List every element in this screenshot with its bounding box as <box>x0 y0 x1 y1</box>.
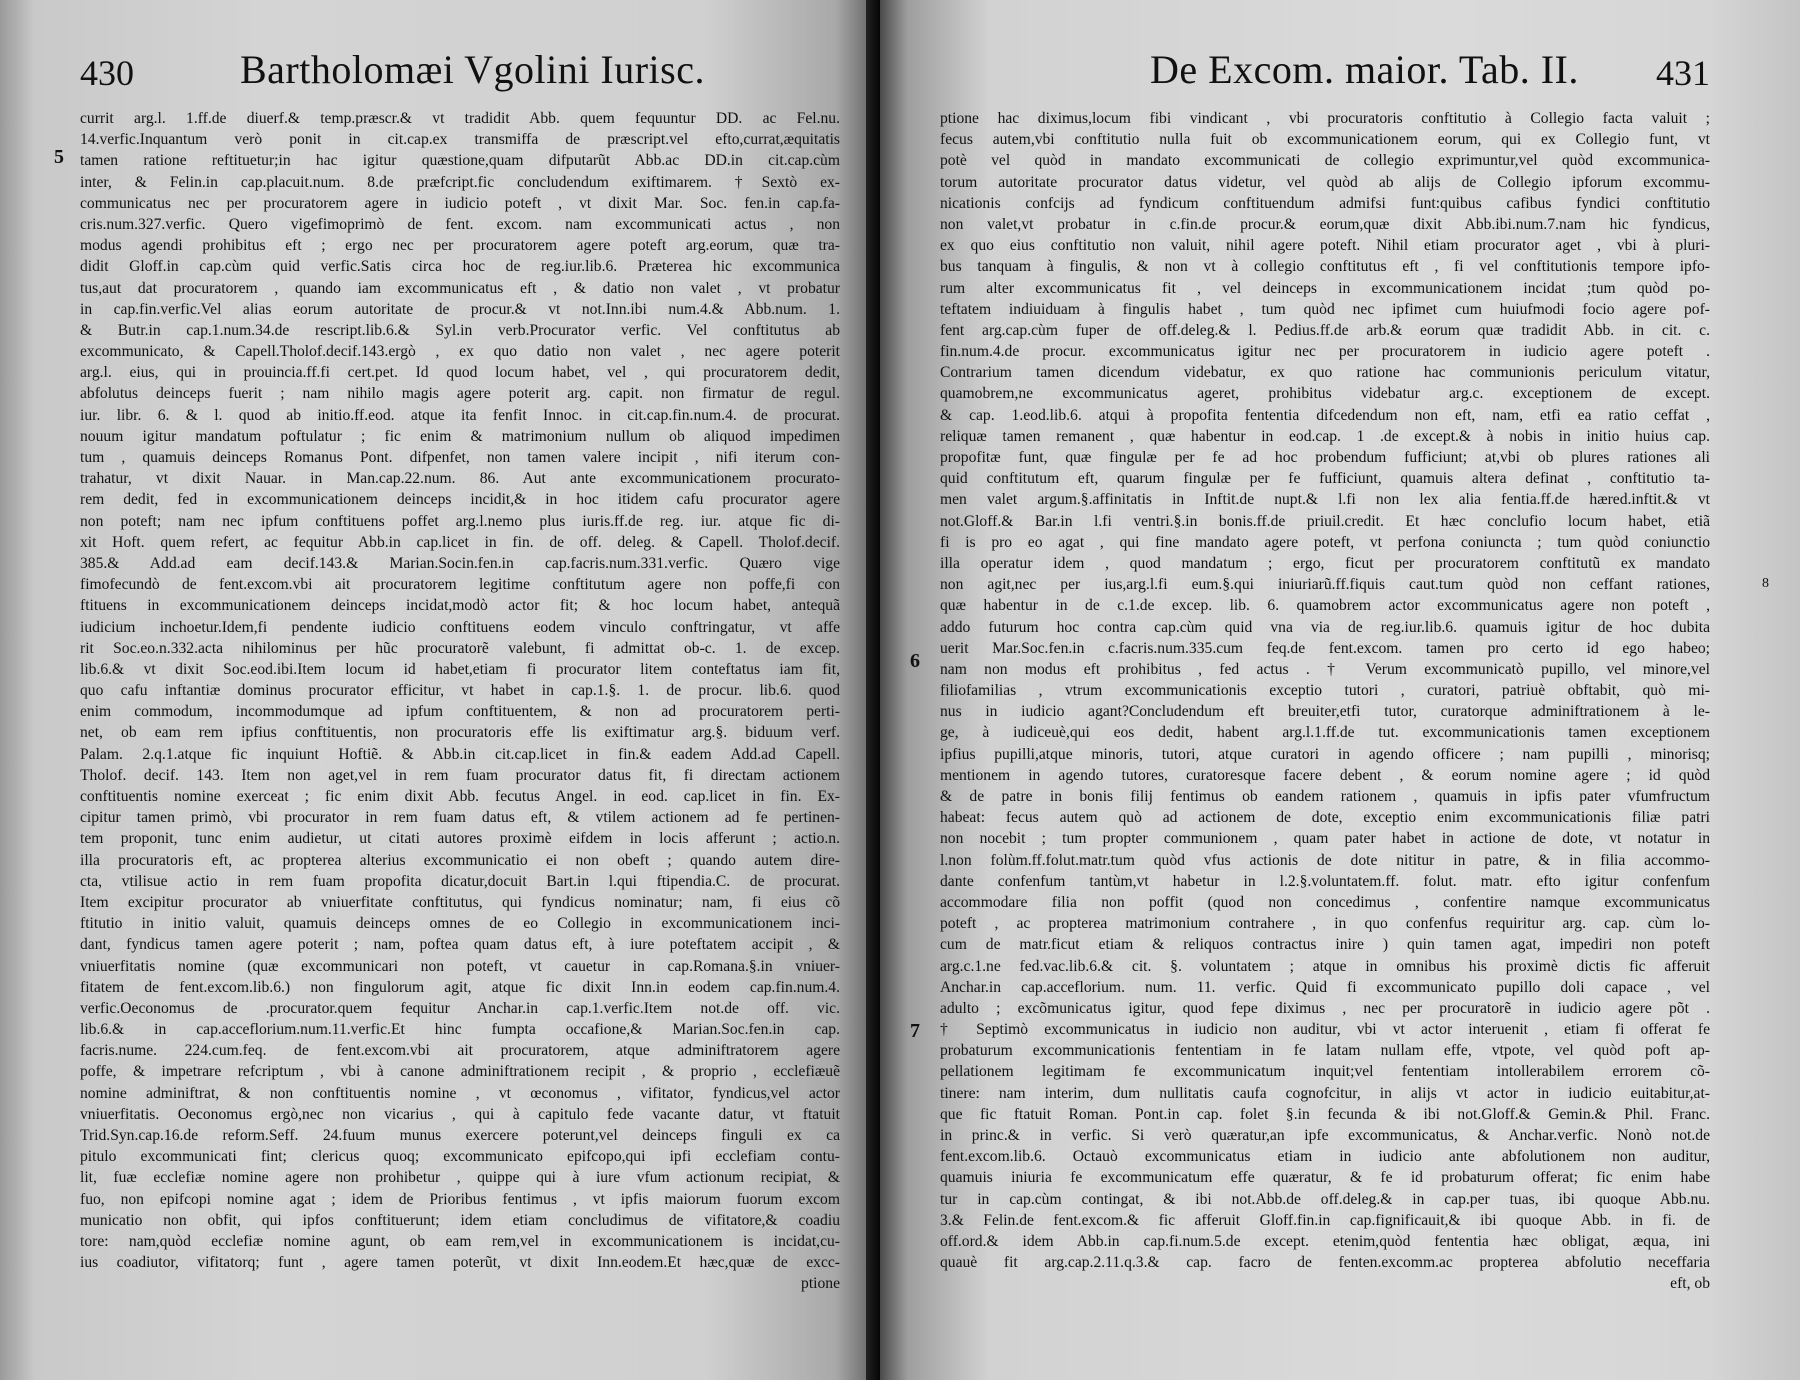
left-text-line: in cap.fin.verfic.Vel alias eorum autoritate de procur.& vt not.Inn.ibi num.4.& Abb.num. 1. <box>80 300 840 318</box>
right-text-line: fin.num.4.de procur. excommunicatus igitur nec per procuratorem in iudicio agere poteft . <box>940 343 1710 361</box>
right-text-line: quamuis iniuria fe excommunicatum effe quæratur, & fe id probaturum offerat; fic enim habe <box>940 1169 1710 1187</box>
left-text-line: communicatus nec per procuratorem agere in iudicio poteft , vt dixit Mar. Soc. fen.in cap.fa- <box>80 194 840 212</box>
right-text-line: arg.c.1.ne fed.vac.lib.6.& cit. §. voluntatem ; atque in omnibus his proximè dictis fic afferuit <box>940 957 1710 975</box>
left-text-line: abfolutus deinceps fuerit ; nam nihilo magis agere poterit arg. capit. non firmatur de regul. <box>80 385 840 403</box>
right-text-line: tur in cap.cùm contingat, & ibi not.Abb.de off.deleg.& in cap.per tuas, ibi quoque Abb.nu. <box>940 1190 1710 1208</box>
right-text-line: poteft , ac propterea matrimonium contrahere , in quo confenfus requiritur arg. cap. cùm lo- <box>940 915 1710 933</box>
left-text-line: modus agendi prohibitus eft ; ergo nec per procuratorem agere poteft arg.eorum, quæ tra- <box>80 237 840 255</box>
left-text-line: vniuerfitatis. Oeconomus ergò,nec non vicarius , qui à capitulo fede vacante datur, vt ftatuit <box>80 1105 840 1123</box>
left-text-line: nomine adminiftrat, & non conftituentis nomine , vt œconomus , vifitator, fyndicus,vel actor <box>80 1084 840 1102</box>
left-text-line: Trid.Syn.cap.16.de reform.Seff. 24.fuum munus exercere poterunt,vel deinceps finguli ex ca <box>80 1127 840 1144</box>
right-margin-number-8: 8 <box>1762 576 1769 591</box>
left-text-line: fitatem de fent.excom.lib.6.) non fingulorum agit, atque fic dixit Inn.in eodem cap.fin.num.4. <box>80 978 840 996</box>
right-text-line: dante confenfum tantùm,vt habetur in l.2.§.voluntatem.ff. folut. matr. efto igitur confenfum <box>940 872 1710 890</box>
right-text-line: filiofamilias , vtrum excommunicationis exceptio tutori , curatori, patriuè obftabit, quò mi- <box>940 682 1710 700</box>
left-folio: 430 <box>80 53 134 93</box>
right-text-line: nicationis confcijs ad fyndicum conftituendum admifsi funt:quibus cafibus fyndici conftitutio <box>940 194 1710 212</box>
left-text-line: & Butr.in cap.1.num.34.de rescript.lib.6.& Syl.in verb.Procurator verfic. Vel conftitutus ab <box>80 321 840 339</box>
right-text-line: adulto ; excõmunicatus igitur, quod fepe diximus , nec per procuratorẽ in iudicio agere põt . <box>940 999 1710 1017</box>
left-text-line: tus,aut dat procuratorem , quando iam excommunicatus eft , & datio non valet , vt probatur <box>80 279 840 297</box>
left-text-line: 385.& Add.ad eam decif.143.& Marian.Socin.fen.in cap.facris.num.331.verfic. Quæro vige <box>80 554 840 572</box>
right-text-line: ptione hac diximus,locum fibi vindicant , vbi procuratoris conftitutio à Collegio facta valuit ; <box>940 110 1710 127</box>
right-text-line: torum autoritate procurator datus videtur, vel quòd ab alijs de Collegio ipforum excommu- <box>940 173 1710 191</box>
left-text-line: ius coadiutor, vifitatorq; funt , agere tamen poterũt, vt dixit Inn.eodem.Et hæc,quæ de excc- <box>80 1254 840 1272</box>
left-text-line: pitulo excommunicati fint; clericus quoq; excommunicato epifcopo,qui ipfi ecclefiam contu- <box>80 1148 840 1166</box>
left-text-line: Tholof. decif. 143. Item non aget,vel in rem fuam procurator datus fit, fi directam actionem <box>80 766 840 784</box>
right-text-line: bus tanquam à fingulis, & non vt à collegio conftitutus eft , fi vel conftitutionis tempore ipfo- <box>940 258 1710 276</box>
left-text-line: Item excipitur procurator ab vniuerfitate conftitutus, qui fyndicus nominatur; nam, fi eius cõ <box>80 893 840 911</box>
left-text-line: Palam. 2.q.1.atque fic inquiunt Hoftiẽ. & Abb.in cit.cap.licet in fin.& eadem Add.ad Capell. <box>80 745 840 763</box>
right-text-line: ex quo eius conftitutio non valuit, nihil agere poteft. Nihil etiam procurator aget , vbi à pluri- <box>940 237 1710 255</box>
left-text-line: xit Hoft. quem refert, ac fequitur Abb.in cap.licet in fin. de off. deleg. & Capell. Tholof.decif. <box>80 533 840 551</box>
left-text-line: net, ob eam rem ipfius conftituentis, non procuratoris effe lis exiftimatur arg.§. biduum verf. <box>80 724 840 742</box>
right-text-line: fent arg.cap.cùm fuper de off.deleg.& l. Pedius.ff.de arb.& eorum quæ tradidit Abb. in cit. c. <box>940 321 1710 339</box>
right-text-line: non nocebit ; tum propter communionem , quam pater habet in actione de dote, vt notatur in <box>940 830 1710 848</box>
left-text-line: quo cafu inftantiæ dominus procurator efficitur, vt habet in cap.1.§. 1. de procur. lib.6. quod <box>80 682 840 700</box>
left-text-line: cipitur tamen primò, vbi procurator in rem fuam datus eft, & vtilem actionem ad fe pertinen- <box>80 809 840 827</box>
right-text-line: & cap. 1.eod.lib.6. atqui à propofita fententia difcedendum non eft, nam, etfi ea ratio ceffat , <box>940 406 1710 424</box>
right-text-line: in princ.& in verfic. Si verò quæratur,an ipfe excommunicatus, & Anchar.verfic. Nonò not.de <box>940 1127 1710 1144</box>
right-running-head: De Excom. maior. Tab. II. <box>1150 47 1579 92</box>
left-text-line: nouum igitur mandatum poftulatur ; fic enim & matrimonium nullum ob aliquod impedimen <box>80 427 840 445</box>
right-text-line: illa operatur idem , quod mandatum ; ergo, ficut per procuratorem conftitutũ ex mandato <box>940 554 1710 572</box>
left-text-line: vniuerfitatis nomine (quæ excommunicari non poteft, vt cauetur in cap.Romana.§.in vniuer- <box>80 957 840 975</box>
left-text-line: illa procuratoris eft, ac propterea alterius excommunicatio ei non obeft ; quando autem dire- <box>80 851 840 869</box>
right-text-line: quamobrem,ne excommunicatus ageret, prohibitus videbatur arg.c. exceptionem de except. <box>940 385 1710 403</box>
left-text-line: lib.6.& vt dixit Soc.eod.ibi.Item locum id habet,etiam fi procurator litem conteftatus iam fit, <box>80 660 840 678</box>
left-text-line: tamen ratione reftituetur;in hac igitur quæstione,quam difputarũt Abb.ac DD.in cit.cap.cùm <box>80 152 840 170</box>
right-text-line: men valet argum.§.affinitatis in Inftit.de nupt.& l.fi non lex alia fentia.ff.de hæred.inftit.& vt <box>940 491 1710 509</box>
left-text-line: facris.nume. 224.cum.feq. de fent.excom.vbi ait procuratorem, atque adminiftratorem agere <box>80 1042 840 1060</box>
right-text-line: mentionem in agendo tutores, curatoresque facere debent , & eorum nomine agere ; id quòd <box>940 766 1710 784</box>
left-text-line: iudicium inchoetur.Idem,fi pendente iudicio conftituens eodem vinculo conftringatur, vt affe <box>80 618 840 636</box>
right-text-line: habeat: fecus autem quò ad actionem de dote, exceptio enim excommunicationis filiæ patri <box>940 809 1710 827</box>
right-text-line: ge, à iudiceuè,qui eos dedit, habent arg.l.1.ff.de tut. excommunicationis tamen exceptionem <box>940 724 1710 742</box>
right-text-line: accommodare filia non poffit (quod non concedimus , confentire namque excommunicatus <box>940 893 1710 911</box>
left-text-line: tore: nam,quòd ecclefiæ nomine agunt, ob eam rem,vel in excommunicationem is incidat,cu- <box>80 1232 840 1250</box>
right-margin-number-7: 7 <box>910 1020 920 1042</box>
right-text-line: quæ habentur in de c.1.de excep. lib. 6. quamobrem actor excommunicatus agere non poteft , <box>940 597 1710 615</box>
left-catchword: ptione <box>801 1275 840 1293</box>
right-text-line: teftatem indiuiduam à fingulis habet , tum quòd nec ipfimet cum huiufmodi focio agere pof- <box>940 300 1710 318</box>
right-margin-number-6: 6 <box>910 650 920 672</box>
right-text-line: probaturum excommunicationis fententiam in fe latam nullam effe, vtpote, vel quòd poft ap- <box>940 1042 1710 1060</box>
right-text-line: nus in iudicio agant?Concludendum eft breuiter,etfi tutor, curatorque adminiftrationem à le- <box>940 703 1710 721</box>
left-text-line: tum , quamuis deinceps Romanus Pont. difpenfet, non tamen valere incipit , nifi iterum con- <box>80 449 840 466</box>
right-text-line: potè vel quòd in mandato excommunicati de collegio exprimuntur,vel quòd excommunica- <box>940 152 1710 170</box>
left-text-line: currit arg.l. 1.ff.de diuerf.& temp.præscr.& vt tradidit Abb. quem fequuntur DD. ac Fel.nu. <box>80 110 840 127</box>
right-text-line: Contrarium tamen dicendum videbatur, ex quo ratione hac communionis periculum vitatur, <box>940 364 1710 382</box>
right-text-line: rum alter excommunicatus fit , vel deinceps in excommunicationem incidat ;tum quòd po- <box>940 279 1710 297</box>
left-text-line: verfic.Oeconomus de .procurator.quem fequitur Anchar.in cap.1.verfic.Item not.de off. vic. <box>80 999 840 1017</box>
left-page <box>0 0 880 1380</box>
left-text-line: arg.l. eius, qui in prouincia.ff.fi cert.pet. Id quod locum habet, vel , qui procuratorem dedit, <box>80 364 840 382</box>
right-text-line: cum de matr.ficut etiam & reliquos contractus inire ) quin tamen agat, impediri non poteft <box>940 936 1710 954</box>
left-text-line: conftituentis nomine exerceat ; fic enim dixit Abb. fecutus Angel. in eod. cap.licet in fin. Ex- <box>80 788 840 805</box>
right-text-line: & de patre in bonis filij fentimus ob eandem rationem , quamuis in ipfis pater vfumfructum <box>940 788 1710 805</box>
left-text-line: iur. libr. 6. & l. quod ab initio.ff.eod. atque ita fenfit Innoc. in cit.cap.fin.num.4. de procurat. <box>80 406 840 424</box>
right-text-line: l.non folùm.ff.folut.matr.tum quòd vfus actionis de dote nititur in patre, & in filia accommo- <box>940 851 1710 869</box>
right-text-line: reliquæ tamen remanent , quæ habentur in eod.cap. 1 .de except.& à nobis in initio huius cap. <box>940 427 1710 445</box>
left-text-line: dant, fyndicus tamen agere poterit ; nam, poftea quam datus eft, à iure poteftatem accipit , & <box>80 936 840 954</box>
right-text-line: non valet,vt probatur in c.fin.de procur.& eorum,quæ dixit Abb.ibi.num.7.nam hic fyndicus, <box>940 215 1710 233</box>
right-text-line: 3.& Felin.de fent.excom.& fic afferuit Gloff.fin.in cap.fignificauit,& ibi quoque Abb. in fi. de <box>940 1211 1710 1229</box>
left-text-line: cris.num.327.verfic. Quero vigefimoprimò de fent. excom. nam excommunicati actus , non <box>80 215 840 233</box>
left-text-line: ftituens in excommunicationem deinceps incidat,modò actor fit; & hoc locum habet, antequã <box>80 597 840 615</box>
left-text-line: 14.verfic.Inquantum verò ponit in cit.cap.ex transmiffa de præscript.vel efto,currat,æquitatis <box>80 131 840 149</box>
right-catchword: eft, ob <box>1670 1275 1710 1293</box>
left-text-line: fuo, non epifcopi nomine agat ; idem de Prioribus fentimus , vt ipfis maiorum fuorum excom <box>80 1190 840 1208</box>
right-text-line: fent.excom.lib.6. Octauò excommunicatus etiam in iudicio ante abfolutionem non auditur, <box>940 1148 1710 1166</box>
right-text-line: off.ord.& idem Abb.in cap.fi.num.5.de except. etenim,quòd fententia hæc obligat, æqua, ini <box>940 1232 1710 1250</box>
right-text-line: addo futurum hoc contra cap.cùm quid vna via de reg.iur.lib.6. quamuis igitur de hoc dubita <box>940 618 1710 636</box>
left-text-line: trahatur, vt dixit Nauar. in Man.cap.22.num. 86. Aut ante excommunicationem procurato- <box>80 470 840 488</box>
left-text-line: non poteft; nam nec ipfum conftituens poffet arg.l.nemo plus iuris.ff.de reg. iur. atque fic di- <box>80 512 840 530</box>
left-header <box>80 47 840 108</box>
right-page <box>880 0 1800 1380</box>
right-text-line: quauè fit arg.cap.2.11.q.3.& cap. facro de fenten.excomm.ac propterea abfolutio neceffaria <box>940 1254 1710 1272</box>
left-margin-number: 5 <box>54 146 64 168</box>
left-text-line: inter, & Felin.in cap.placuit.num. 8.de præfcript.fic concludendum exiftimarem. †Sextò ex- <box>80 173 840 191</box>
left-text-line: excommunicato, & Capell.Tholof.decif.143.ergò , ex quo datio non valet , nec agere poterit <box>80 343 840 361</box>
right-text-line: pellationem legitimam fe excommunicatum inquit;vel fententiam intollerabilem errorem cõ- <box>940 1063 1710 1081</box>
right-text-line: uerit Mar.Soc.fen.in c.facris.num.335.cum feq.de fent.excom. tamen pro certo id ego habeo; <box>940 639 1710 657</box>
left-text-line: tem proponit, tunc enim audietur, ut citati autores proximè eifdem in locis afferunt ; actio.n. <box>80 830 840 848</box>
left-text-line: rem dedit, fed in excommunicationem deinceps incidit,& in hoc itidem cafu procurator agere <box>80 491 840 509</box>
right-text-line: † Septimò excommunicatus in iudicio non auditur, vbi vt actor interuenit , etiam fi offerat fe <box>940 1021 1710 1039</box>
left-text-line: ftitutio in initio valuit, quamuis deinceps omnes de eo Collegio in excommunicationem inci- <box>80 915 840 933</box>
left-text-line: rit Soc.eo.n.332.acta nihilominus per hũc procuratorẽ valebunt, fi admittat ob-c. 1. de excep. <box>80 639 840 657</box>
right-text-line: propofitæ funt, quæ fingulæ per fe ad hoc probendum fufficiunt; at,vbi ob plures rationes ali <box>940 449 1710 466</box>
left-text-line: didit Gloff.in cap.cùm quid verfic.Satis circa hoc de reg.iur.lib.6. Præterea hic excommunica <box>80 258 840 276</box>
left-text-line: fimofecundò de fent.excom.vbi ait procuratorem legitime conftitutum agere non poffe,fi con <box>80 576 840 594</box>
right-header <box>940 47 1710 108</box>
left-text-line: poffe, & impetrare refcriptum , vbi à canone adminiftrationem recipit , & proprio , ecclefiæuẽ <box>80 1063 840 1081</box>
left-text-line: cta, vtilisue actio in rem fuam propofita dicatur,docuit Bart.in l.qui ftipendia.C. de procurat. <box>80 872 840 890</box>
right-folio: 431 <box>1656 53 1710 93</box>
left-text-line: lit, fuæ ecclefiæ nomine agere non prohibetur , quippe qui à iure vfum actionum recipiat, & <box>80 1169 840 1187</box>
left-text-line: municatio non obfit, qui ipfos conftituerunt; idem etiam concludimus de vifitatore,& coadiu <box>80 1211 840 1229</box>
right-text-line: nam non modus eft prohibitus , fed actus . † Verum excommunicatò pupillo, vel minore,vel <box>940 660 1710 678</box>
left-text-line: enim commodum, incommodumque ad ipfum conftituentem, & non ad procuratorem perti- <box>80 703 840 721</box>
right-body-text <box>940 108 1710 1273</box>
right-text-line: que fic ftatuit Roman. Pont.in cap. folet §.in fecunda & ibi not.Gloff.& Gemin.& Phil. Franc. <box>940 1105 1710 1123</box>
right-text-line: fi is pro eo agat , qui fine mandato agere poteft, vt perfona coniuncta ; tum quòd coniunctio <box>940 533 1710 551</box>
right-text-line: ipfius pupilli,atque minoris, tutori, atque curatori in agendo officere ; nam pupilli , minorisq; <box>940 745 1710 763</box>
left-body-text <box>80 108 840 1273</box>
right-text-line: Anchar.in cap.acceflorium. num. 11. verfic. Quid fi excommunicato pupillo doli capace , vel <box>940 978 1710 996</box>
left-text-line: lib.6.& in cap.acceflorium.num.11.verfic.Et hinc fumpta occafione,& Marian.Soc.fen.in cap. <box>80 1021 840 1039</box>
left-running-head: Bartholomæi Vgolini Iurisc. <box>240 47 705 92</box>
right-text-line: not.Gloff.& Bar.in l.fi ventri.§.in bonis.ff.de priuil.credit. Et hæc conclufio locum habet, etiã <box>940 512 1710 530</box>
right-text-line: non agit,nec per ius,arg.l.fi eum.§.qui iniuriarũ.ff.fiquis caut.tum quòd non ceffant rationes, <box>940 576 1710 594</box>
right-text-line: tinere: nam interim, dum nullitatis caufa cognofcitur, in alijs vt actor in iudicio euitabitur,at- <box>940 1084 1710 1102</box>
right-text-line: fecus autem,vbi conftitutio nulla fuit ob excommunicationem eorum, qui ex Collegio funt, vt <box>940 131 1710 149</box>
right-text-line: quid conftitutum eft, quarum fingulæ per fe fufficiunt, quamuis altera definat , conftitutio ta- <box>940 470 1710 488</box>
